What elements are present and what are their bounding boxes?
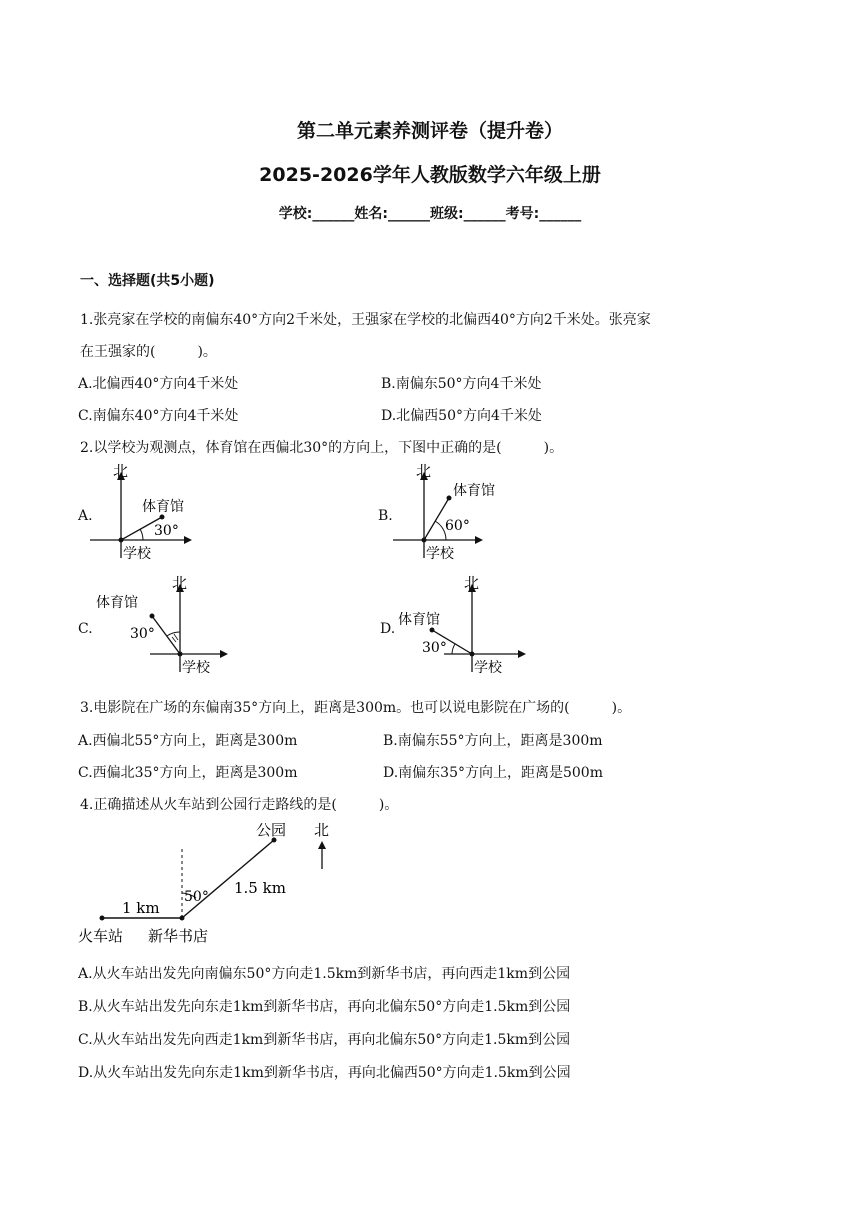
question-2-option-b-label[interactable]: B. [378, 508, 393, 524]
station-label: 火车站 [78, 927, 124, 945]
north-label: 北 [172, 574, 188, 592]
school-label: 学校 [426, 546, 454, 562]
question-4-text: 4.正确描述从火车站到公园行走路线的是( )。 [80, 797, 399, 813]
question-2-text: 2.以学校为观测点，体育馆在西偏北30°的方向上，下图中正确的是( )。 [80, 440, 564, 456]
gym-label: 体育馆 [96, 595, 138, 611]
question-3-option-c[interactable]: C.西偏北35°方向上，距离是300m [78, 765, 298, 781]
question-1-option-a[interactable]: A.北偏西40°方向4千米处 [78, 376, 239, 392]
north-label: 北 [113, 462, 129, 480]
question-4-option-a[interactable]: A.从火车站出发先向南偏东50°方向走1.5km到新华书店，再向西走1km到公园 [78, 966, 571, 982]
diagram-option-a [90, 462, 210, 566]
angle-label: 60° [445, 518, 470, 534]
question-4-option-b[interactable]: B.从火车站出发先向东走1km到新华书店，再向北偏东50°方向走1.5km到公园 [78, 999, 571, 1015]
page-title: 第二单元素养测评卷（提升卷） [296, 120, 563, 142]
page-subtitle: 2025-2026学年人教版数学六年级上册 [259, 164, 601, 186]
distance-label-1-5km: 1.5 km [234, 879, 286, 897]
school-label: 学校 [474, 660, 502, 676]
angle-label: 30° [130, 626, 155, 642]
gym-label: 体育馆 [398, 612, 440, 628]
gym-label: 体育馆 [142, 499, 184, 515]
north-label: 北 [314, 821, 330, 839]
diagram-option-b [393, 462, 523, 566]
north-label: 北 [464, 574, 480, 592]
question-1-option-b[interactable]: B.南偏东50°方向4千米处 [381, 376, 542, 392]
question-3-option-b[interactable]: B.南偏东55°方向上，距离是300m [383, 733, 603, 749]
school-label: 学校 [123, 546, 151, 562]
question-4-option-d[interactable]: D.从火车站出发先向东走1km到新华书店，再向北偏西50°方向走1.5km到公园 [78, 1065, 571, 1081]
gym-label: 体育馆 [453, 483, 495, 499]
park-label: 公园 [256, 821, 287, 839]
student-info-line: 学校:______姓名:______班级:______考号:______ [278, 206, 582, 222]
question-3-option-d[interactable]: D.南偏东35°方向上，距离是500m [383, 765, 603, 781]
question-3-text: 3.电影院在广场的东偏南35°方向上，距离是300m。也可以说电影院在广场的( )。 [80, 700, 632, 716]
school-label: 学校 [182, 660, 210, 676]
question-3-option-a[interactable]: A.西偏北55°方向上，距离是300m [78, 733, 298, 749]
question-1-line-1: 1.张亮家在学校的南偏东40°方向2千米处，王强家在学校的北偏西40°方向2千米处。张亮家 [80, 312, 651, 328]
question-4-option-c[interactable]: C.从火车站出发先向西走1km到新华书店，再向北偏东50°方向走1.5km到公园 [78, 1032, 571, 1048]
section-title: 一、选择题(共5小题) [80, 273, 215, 289]
diagram-option-d [396, 574, 536, 678]
question-1-option-c[interactable]: C.南偏东40°方向4千米处 [78, 408, 239, 424]
angle-label: 30° [422, 640, 447, 656]
angle-label: 30° [154, 523, 179, 539]
north-label: 北 [416, 462, 432, 480]
distance-label-1km: 1 km [122, 899, 160, 917]
question-2-option-c-label[interactable]: C. [78, 621, 93, 637]
question-1-option-d[interactable]: D.北偏西50°方向4千米处 [381, 408, 542, 424]
angle-label: 50° [184, 889, 209, 905]
question-2-option-d-label[interactable]: D. [380, 621, 396, 637]
question-4-route-diagram [78, 815, 348, 947]
diagram-option-c [92, 574, 232, 678]
question-1-line-2: 在王强家的( )。 [80, 344, 217, 360]
question-2-option-a-label[interactable]: A. [78, 508, 93, 524]
bookstore-label: 新华书店 [148, 927, 209, 945]
